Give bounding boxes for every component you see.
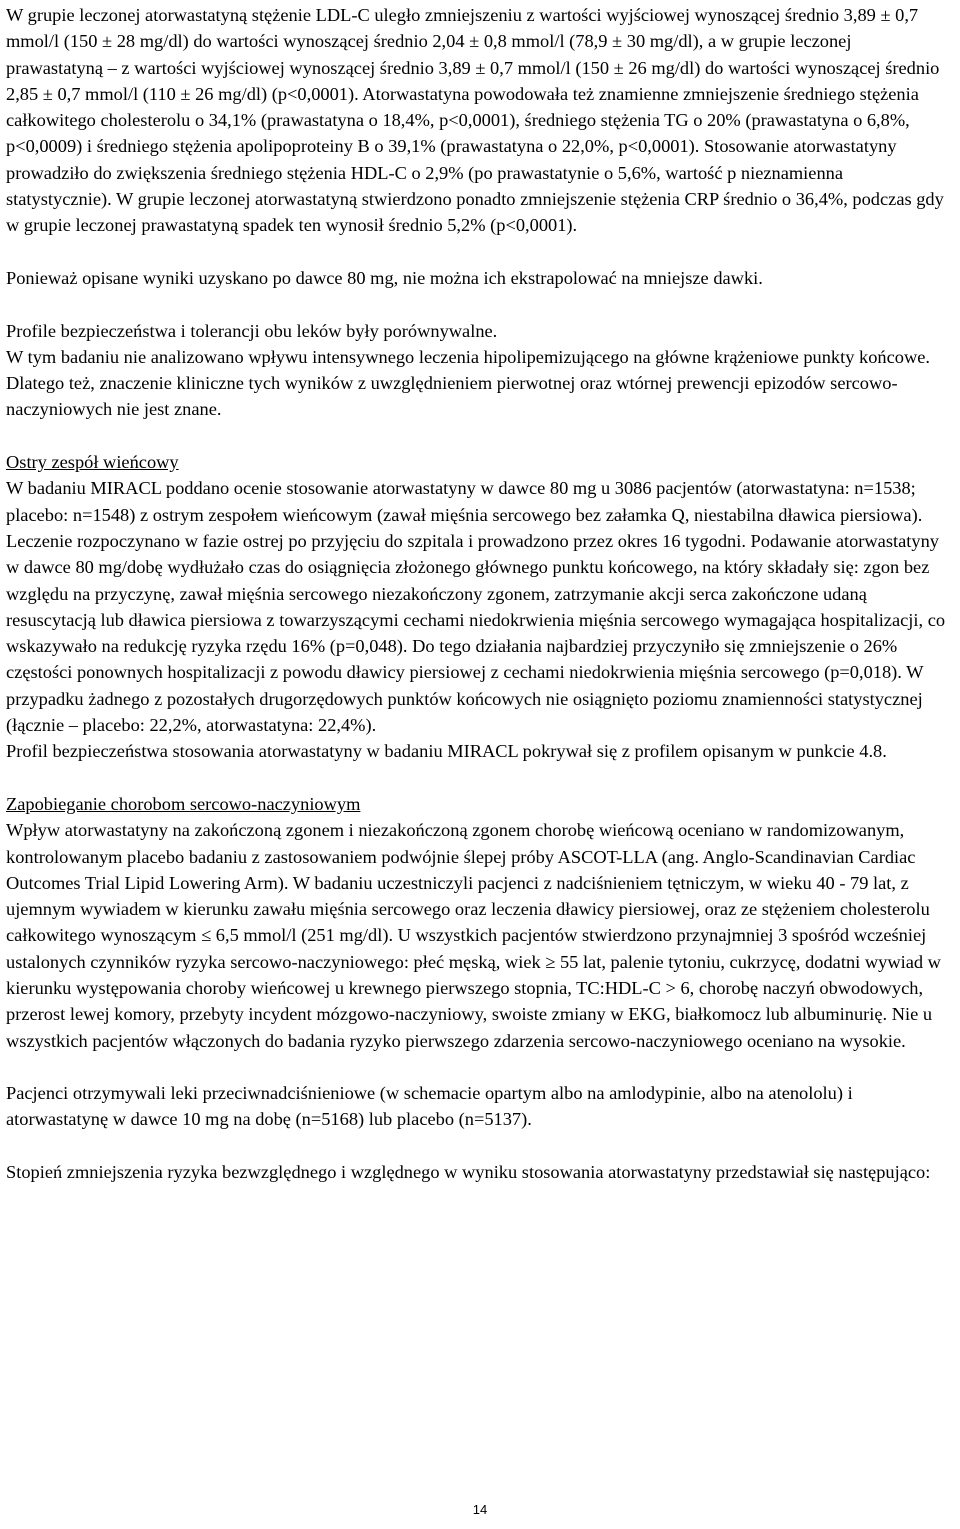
section-acute-coronary: [6, 449, 951, 765]
paragraph-block: [6, 1159, 951, 1185]
risk-reduction-intro-paragraph: Stopień zmniejszenia ryzyka bezwzględnego i względnego w wyniku stosowania atorwastatyny przedstawiał się następująco:: [6, 1162, 931, 1183]
clinical-endpoints-paragraph: W tym badaniu nie analizowano wpływu intensywnego leczenia hipolipemizującego na główne krążeniowe punkty końcowe. Dlatego też, znaczenie kliniczne tych wyników z uwzględnieniem pierwotnej oraz wtórnej prewencji epizodów sercowo-naczyniowych nie jest znane.: [6, 346, 931, 420]
paragraph-block: [6, 318, 951, 423]
document-page: [6, 2, 951, 1212]
section-heading: Ostry zespół wieńcowy: [6, 452, 179, 473]
miracl-study-paragraph: W badaniu MIRACL poddano ocenie stosowanie atorwastatyny w dawce 80 mg u 3086 pacjentów (atorwastatyna: n=1538; placebo: n=1548) z ostrym zespołem wieńcowym (zawał mięśnia sercowego bez załamka Q, niestabilna dławica piersiowa). Leczenie rozpoczynano w fazie ostrej po przyjęciu do szpitala i prowadzono przez okres 16 tygodni. Podawanie atorwastatyny w dawce 80 mg/dobę wydłużało czas do osiągnięcia złożonego głównego punktu końcowego, na który składały się: zgon bez względu na przyczynę, zawał mięśnia sercowego niezakończony zgonem, zatrzymanie akcji serca zakończone udaną resuscytacją lub dławica piersiowa z towarzyszącymi cechami niedokrwienia mięśnia sercowego wymagająca hospitalizacji, co wskazywało na redukcję ryzyka rzędu 16% (p=0,048). Do tego działania najbardziej przyczyniło się zmniejszenie o 26% częstości ponownych hospitalizacji z powodu dławicy piersiowej z cechami niedokrwienia mięśnia sercowego (p=0,018). W przypadku żadnego z pozostałych drugorzędowych punktów końcowych nie osiągnięto poziomu znamienności statystycznej (łącznie – placebo: 22,2%, atorwastatyna: 22,4%).: [6, 478, 946, 736]
paragraph-block: [6, 265, 951, 291]
ldl-results-paragraph: W grupie leczonej atorwastatyną stężenie LDL-C uległo zmniejszeniu z wartości wyjściowej wynoszącej średnio 3,89 ± 0,7 mmol/l (150 ± 28 mg/dl) do wartości wynoszącej średnio 2,04 ± 0,8 mmol/l (78,9 ± 30 mg/dl), a w grupie leczonej prawastatyną – z wartości wyjściowej wynoszącej średnio 3,89 ± 0,7 mmol/l (150 ± 26 mg/dl) do wartości wynoszącej średnio 2,85 ± 0,7 mmol/l (110 ± 26 mg/dl) (p<0,0001). Atorwastatyna powodowała też znamienne zmniejszenie średniego stężenia całkowitego cholesterolu o 34,1% (prawastatyna o 18,4%, p<0,0001), średniego stężenia TG o 20% (prawastatyna o 6,8%, p<0,0009) i średniego stężenia apolipoproteiny B o 39,1% (prawastatyna o 22,0%, p<0,0001). Stosowanie atorwastatyny prowadziło do zwiększenia średniego stężenia HDL-C o 2,9% (po prawastatynie o 5,6%, wartość p nieznamienna statystycznie). W grupie leczonej atorwastatyną stwierdzono ponadto zmniejszenie stężenia CRP średnio o 36,4%, podczas gdy w grupie leczonej prawastatyną spadek ten wynosił średnio 5,2% (p<0,0001).: [6, 5, 944, 236]
miracl-safety-paragraph: Profil bezpieczeństwa stosowania atorwastatyny w badaniu MIRACL pokrywał się z profilem opisanym w punkcie 4.8.: [6, 741, 887, 762]
dose-extrapolation-paragraph: Ponieważ opisane wyniki uzyskano po dawce 80 mg, nie można ich ekstrapolować na mniejsze dawki.: [6, 267, 763, 288]
paragraph-block: [6, 2, 951, 239]
antihypertensive-paragraph: Pacjenci otrzymywali leki przeciwnadciśnieniowe (w schemacie opartym albo na amlodypinie, albo na atenololu) i atorwastatynę w dawce 10 mg na dobę (n=5168) lub placebo (n=5137).: [6, 1083, 853, 1130]
section-heading: Zapobieganie chorobom sercowo-naczyniowym: [6, 793, 361, 814]
ascot-study-paragraph: Wpływ atorwastatyny na zakończoną zgonem i niezakończoną zgonem chorobę wieńcową oceniano w randomizowanym, kontrolowanym placebo badaniu z zastosowaniem podwójnie ślepej próby ASCOT-LLA (ang. Anglo-Scandinavian Cardiac Outcomes Trial Lipid Lowering Arm). W badaniu uczestniczyli pacjenci z nadciśnieniem tętniczym, w wieku 40 - 79 lat, z ujemnym wywiadem w kierunku zawału mięśnia sercowego oraz leczenia dławicy piersiowej, oraz ze stężeniem cholesterolu całkowitego wynoszącym ≤ 6,5 mmol/l (251 mg/dl). U wszystkich pacjentów stwierdzono przynajmniej 3 spośród wcześniej ustalonych czynników ryzyka sercowo-naczyniowego: płeć męską, wiek ≥ 55 lat, palenie tytoniu, cukrzycę, dodatni wywiad w kierunku występowania choroby wieńcowej u krewnego pierwszego stopnia, TC:HDL-C > 6, chorobę naczyń obwodowych, przerost lewej komory, przebyty incydent mózgowo-naczyniowy, swoiste zmiany w EKG, białkomocz lub albuminurię. Nie u wszystkich pacjentów włączonych do badania ryzyko pierwszego zdarzenia sercowo-naczyniowego oceniano na wysokie.: [6, 820, 941, 1051]
section-cardiovascular-prevention: [6, 791, 951, 1054]
safety-profiles-paragraph: Profile bezpieczeństwa i tolerancji obu leków były porównywalne.: [6, 320, 498, 341]
paragraph-block: [6, 1080, 951, 1133]
page-number: 14: [472, 1502, 488, 1517]
